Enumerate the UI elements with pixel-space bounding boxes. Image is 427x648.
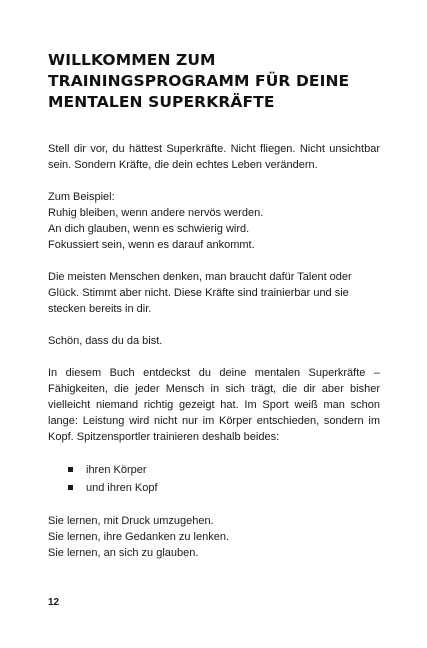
title-line-2: TRAININGSPROGRAMM FÜR DEINE	[48, 72, 350, 90]
list-item-text: und ihren Kopf	[86, 482, 158, 494]
examples-intro: Zum Beispiel:	[48, 191, 115, 203]
bullet-list	[48, 461, 380, 497]
square-bullet-icon	[68, 485, 73, 490]
title-line-1: WILLKOMMEN ZUM	[48, 51, 216, 69]
learn-paragraph	[48, 513, 380, 561]
square-bullet-icon	[68, 467, 73, 472]
body-text	[48, 141, 380, 561]
learn-line: Sie lernen, ihre Gedanken zu lenken.	[48, 531, 230, 543]
list-item	[68, 461, 380, 479]
example-line: Fokussiert sein, wenn es darauf ankommt.	[48, 239, 255, 251]
examples-paragraph	[48, 189, 380, 253]
book-paragraph: In diesem Buch entdeckst du deine mentalen Superkräfte – Fähigkeiten, die jeder Mensch in sich trägt, die dir aber bisher vielleicht niemand richtig gezeigt hat. Im Sport weiß man schon lange: Leistung wird nicht nur im Körper entschieden, sondern im Kopf. Spitzensportler trainieren deshalb beides:	[48, 367, 380, 443]
intro-paragraph: Stell dir vor, du hättest Superkräfte. Nicht fliegen. Nicht unsichtbar sein. Sondern Kräfte, die dein echtes Leben verändern.	[48, 143, 380, 171]
title-line-3: MENTALEN SUPERKRÄFTE	[48, 93, 275, 111]
page-number: 12	[48, 597, 60, 608]
learn-line: Sie lernen, mit Druck umzugehen.	[48, 515, 214, 527]
learn-line: Sie lernen, an sich zu glauben.	[48, 547, 199, 559]
talent-paragraph: Die meisten Menschen denken, man braucht dafür Talent oder Glück. Stimmt aber nicht. Diese Kräfte sind trainierbar und sie stecken bereits in dir.	[48, 271, 352, 315]
welcome-paragraph: Schön, dass du da bist.	[48, 335, 163, 347]
example-line: An dich glauben, wenn es schwierig wird.	[48, 223, 250, 235]
example-line: Ruhig bleiben, wenn andere nervös werden.	[48, 207, 264, 219]
page-content	[48, 50, 380, 577]
page-title	[48, 50, 380, 113]
list-item	[68, 479, 380, 497]
list-item-text: ihren Körper	[86, 464, 147, 476]
